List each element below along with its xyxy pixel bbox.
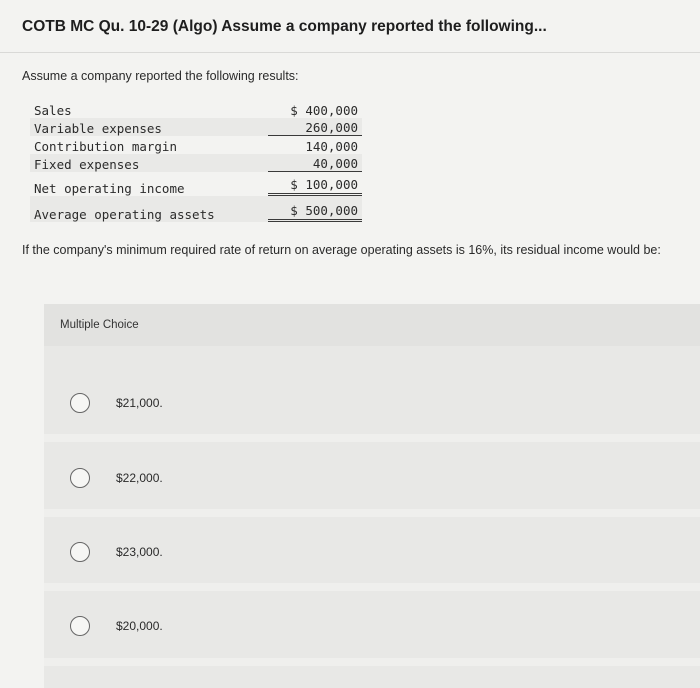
answer-option[interactable]	[44, 602, 700, 650]
radio-button[interactable]	[70, 542, 90, 562]
table-row	[30, 172, 362, 196]
option-text: $23,000.	[116, 545, 163, 559]
option-separator	[44, 658, 700, 666]
row-amount-net-operating-income: $ 100,000	[268, 177, 362, 196]
radio-button[interactable]	[70, 468, 90, 488]
multiple-choice-header	[44, 304, 700, 346]
row-amount-average-operating-assets: $ 500,000	[268, 203, 362, 222]
table-row	[30, 154, 362, 172]
option-text: $20,000.	[116, 619, 163, 633]
multiple-choice-label: Multiple Choice	[60, 319, 139, 331]
question-text: If the company's minimum required rate of return on average operating assets is 16%, its residual income would be:	[22, 243, 661, 257]
radio-button[interactable]	[70, 616, 90, 636]
multiple-choice-panel	[44, 304, 700, 688]
option-separator	[44, 434, 700, 442]
row-label-fixed-expenses: Fixed expenses	[34, 157, 140, 172]
row-amount-sales: $ 400,000	[290, 103, 358, 118]
table-row	[30, 136, 362, 154]
title-divider	[0, 52, 700, 53]
question-title: COTB MC Qu. 10-29 (Algo) Assume a company reported the following...	[22, 18, 547, 35]
row-label-net-operating-income: Net operating income	[34, 181, 185, 196]
answer-option[interactable]	[44, 379, 700, 427]
option-separator	[44, 509, 700, 517]
financial-table	[30, 100, 362, 222]
row-label-average-operating-assets: Average operating assets	[34, 207, 215, 222]
option-separator	[44, 583, 700, 591]
row-amount-fixed-expenses: 40,000	[268, 156, 362, 172]
radio-button[interactable]	[70, 393, 90, 413]
table-row	[30, 118, 362, 136]
table-row	[30, 100, 362, 118]
row-label-sales: Sales	[34, 103, 72, 118]
answer-option[interactable]	[44, 528, 700, 576]
table-row	[30, 196, 362, 222]
row-amount-variable-expenses: 260,000	[268, 120, 362, 136]
row-amount-contribution-margin: 140,000	[305, 139, 358, 154]
row-label-contribution-margin: Contribution margin	[34, 139, 177, 154]
option-text: $21,000.	[116, 396, 163, 410]
answer-option[interactable]	[44, 454, 700, 502]
intro-text: Assume a company reported the following results:	[22, 69, 299, 83]
row-label-variable-expenses: Variable expenses	[34, 121, 162, 136]
option-text: $22,000.	[116, 471, 163, 485]
